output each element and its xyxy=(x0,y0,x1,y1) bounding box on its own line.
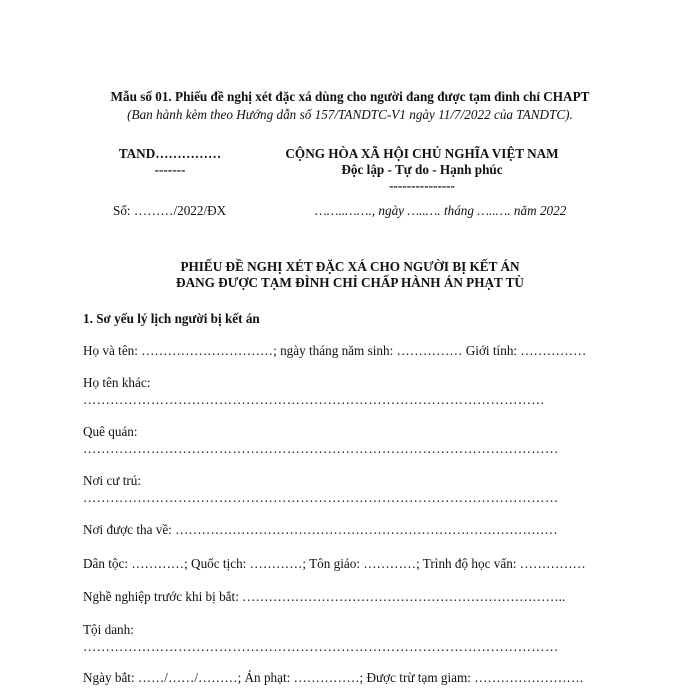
hometown-label: Quê quán: xyxy=(83,424,138,439)
crime-label: Tội danh: xyxy=(83,622,134,637)
other-name-field: ………………………………………………………………………………………… xyxy=(83,392,545,407)
name-row: Họ và tên: …………………………; ngày tháng năm sinh: …………… Giới tính: …………… xyxy=(83,343,587,358)
residence-label: Nơi cư trú: xyxy=(83,473,142,488)
nation-title: CỘNG HÒA XÃ HỘI CHỦ NGHĨA VIỆT NAM xyxy=(285,146,559,161)
arrest-row: Ngày bắt: ……/……/………; Án phạt: ……………; Được trừ tạm giam: ……………………. xyxy=(83,670,584,685)
court-divider: ------- xyxy=(154,162,186,177)
form-subtitle: (Ban hành kèm theo Hướng dẫn số 157/TANDTC-V1 ngày 11/7/2022 của TANDTC). xyxy=(127,107,573,122)
form-title: Mẫu số 01. Phiếu đề nghị xét đặc xá dùng cho người đang được tạm đình chỉ CHAPT xyxy=(110,89,590,104)
court-name: TAND…………… xyxy=(118,146,222,161)
nation-motto: Độc lập - Tự do - Hạnh phúc xyxy=(341,162,503,177)
occupation-row: Nghề nghiệp trước khi bị bắt: ……………………………………………………………….. xyxy=(83,589,566,604)
ethnic-row: Dân tộc: …………; Quốc tịch: …………; Tôn giáo: …………; Trình độ học vấn: …………… xyxy=(83,556,586,571)
place-date: ……..……., ngày …..…. tháng …..…. năm 2022 xyxy=(315,203,567,218)
document-number: Số: ………/2022/ĐX xyxy=(113,203,227,218)
main-heading-line1: PHIẾU ĐỀ NGHỊ XÉT ĐẶC XÁ CHO NGƯỜI BỊ KẾT ÁN xyxy=(180,259,520,274)
motto-divider: --------------- xyxy=(389,178,455,193)
section-heading: 1. Sơ yếu lý lịch người bị kết án xyxy=(83,311,260,326)
main-heading-line2: ĐANG ĐƯỢC TẠM ĐÌNH CHỈ CHẤP HÀNH ÁN PHẠT TÙ xyxy=(176,275,524,290)
release-place-row: Nơi được tha về: …………………………………………………………………………… xyxy=(83,522,558,537)
crime-field: …………………………………………………………………………………………… xyxy=(83,639,559,654)
residence-field: …………………………………………………………………………………………… xyxy=(83,490,559,505)
hometown-field: …………………………………………………………………………………………… xyxy=(83,441,559,456)
other-name-label: Họ tên khác: xyxy=(83,375,151,390)
